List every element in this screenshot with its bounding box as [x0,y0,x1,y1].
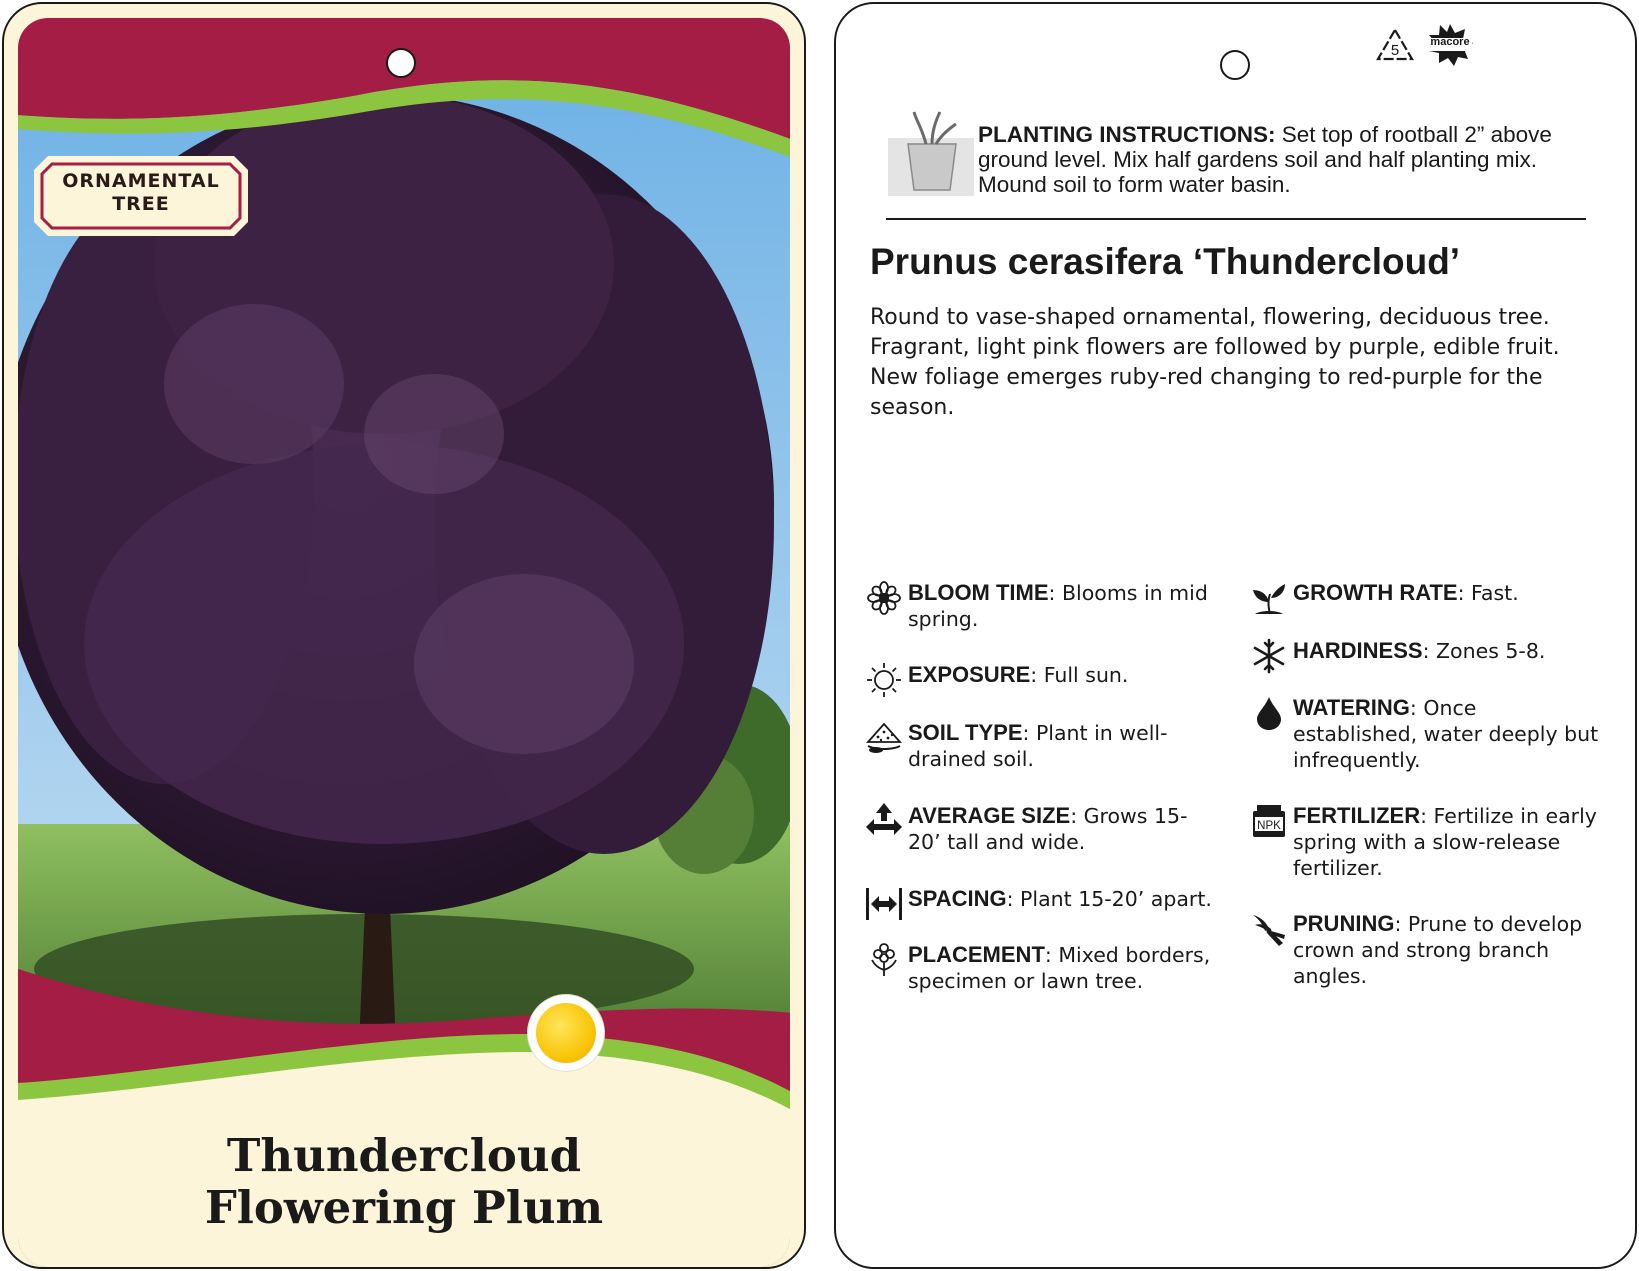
hang-hole [386,48,416,78]
badge-line-1: ORNAMENTAL [62,170,220,192]
macore-logo-text: macore [1430,36,1470,48]
attribute-value: : Prune to develop crown and strong branch angles. [1293,912,1583,988]
attribute-label: SPACING [908,886,1007,911]
recycle-number: 5 [1390,42,1400,59]
flower-icon [866,580,902,616]
recycle-icon [1376,28,1414,62]
attribute-value: : Fast. [1457,581,1519,605]
potted-plant-icon [886,108,976,198]
plant-description: Round to vase-shaped ornamental, flowering, deciduous tree. Fragrant, light pink flowers are followed by purple, edible fruit. New foliage emerges ruby-red changing to red-purple for the season. [870,305,1560,420]
attribute-value: : Mixed borders, specimen or lawn tree. [908,943,1211,993]
attribute-fertilizer [1257,803,1603,881]
attribute-label: PLACEMENT [908,942,1045,967]
attribute-exposure [908,662,1218,688]
attribute-value: : Blooms in mid spring. [908,581,1208,631]
attribute-hardiness [1293,638,1603,664]
attribute-placement [908,942,1218,994]
water-drop-icon [1251,695,1287,731]
npk-icon-text: NPK [1257,820,1281,832]
attribute-value: : Full sun. [1030,663,1129,687]
common-name-line-2: Flowering Plum [204,1181,604,1234]
planting-text: Set top of rootball 2” above ground level. Mix half gardens soil and half planting mix. Mound soil to form water basin. [978,122,1552,197]
attribute-label: SOIL TYPE [908,720,1023,745]
attribute-label: BLOOM TIME [908,580,1049,605]
attribute-label: AVERAGE SIZE [908,803,1071,828]
size-arrows-icon [866,803,902,839]
attribute-watering [1293,695,1603,773]
badge-line-2: TREE [112,193,170,215]
placement-flower-icon [866,942,902,978]
sprout-icon [1251,580,1287,616]
attribute-value: : Zones 5-8. [1422,639,1546,663]
attribute-value: : Plant in well-drained soil. [908,721,1168,771]
divider [886,218,1586,220]
spacing-arrows-icon [866,886,902,922]
snowflake-icon [1251,638,1287,674]
soil-icon [866,720,902,756]
botanical-name: Prunus cerasifera ‘Thundercloud’ [870,241,1461,282]
attribute-value: : Once established, water deeply but infrequently. [1293,696,1599,772]
common-name [4,1130,804,1234]
attribute-label: FERTILIZER [1293,803,1421,828]
attribute-bloom-time [908,580,1218,632]
attribute-spacing [908,886,1218,912]
attribute-value: : Plant 15-20’ apart. [1006,887,1212,911]
attribute-value: : Fertilize in early spring with a slow-release fertilizer. [1293,804,1597,880]
attribute-pruning [1293,911,1603,989]
attribute-label: EXPOSURE [908,662,1031,687]
attribute-soil-type [908,720,1218,772]
category-badge [34,156,248,236]
hang-hole [1220,50,1250,80]
front-tag [2,2,806,1269]
planting-label: PLANTING INSTRUCTIONS: [978,122,1276,147]
attribute-growth-rate [1293,580,1603,606]
npk-icon [1251,803,1287,839]
attribute-value: : Grows 15-20’ tall and wide. [908,804,1188,854]
attribute-label: HARDINESS [1293,638,1423,663]
common-name-line-1: Thundercloud [226,1129,582,1182]
planting-instructions [978,122,1598,197]
attribute-label: GROWTH RATE [1293,580,1458,605]
attribute-label: WATERING [1293,695,1410,720]
attribute-average-size [908,803,1218,855]
sun-icon [866,662,902,698]
attribute-label: PRUNING [1293,911,1395,936]
full-sun-indicator-icon [528,995,604,1071]
back-tag [834,2,1637,1269]
pruner-icon [1251,911,1287,947]
